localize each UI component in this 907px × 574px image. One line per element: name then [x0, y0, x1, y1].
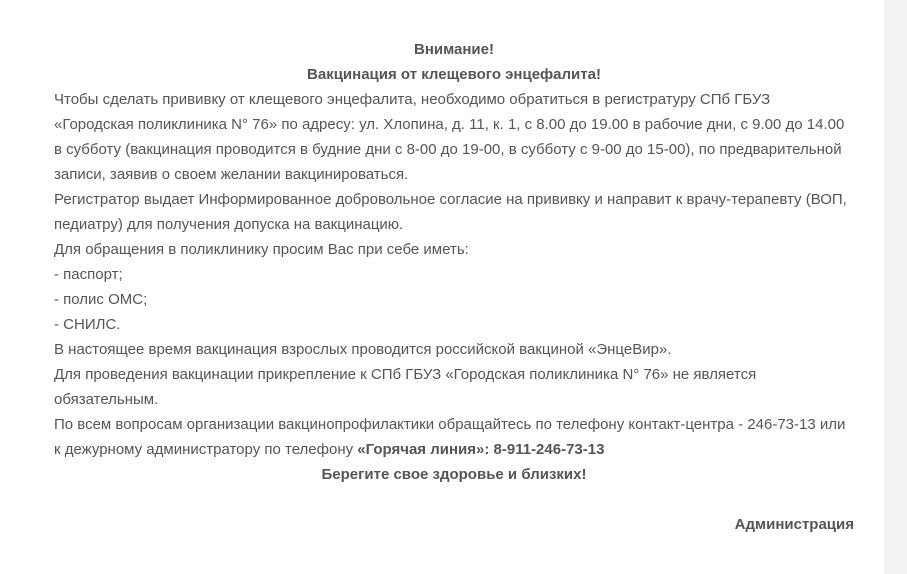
closing-line: Берегите свое здоровье и близких!: [321, 466, 587, 483]
spacer: [54, 487, 854, 512]
contact-paragraph: [54, 412, 854, 462]
registrar-paragraph: Регистратор выдает Информированное добровольное согласие на прививку и направит к врачу-терапевту (ВОП, педиатру) для получения допуска на вакцинацию.: [54, 191, 847, 233]
registration-paragraph: Чтобы сделать прививку от клещевого энцефалита, необходимо обратиться в регистратуру СПб ГБУЗ «Городская поликлиника N° 76» по адресу: ул. Хлопина, д. 11, к. 1, с 8.00 до 19.00 в рабочие дни, с 9.00 до 14.00 в субботу (вакцинация проводится в будние дни с 8-00 до 19-00, в субботу с 9-00 до 15-00), по предварительной записи, заявив о своем желании вакцинироваться.: [54, 91, 845, 183]
hotline-label: «Горячая линия»:: [357, 441, 490, 458]
document-item-passport: - паспорт;: [54, 266, 123, 283]
attachment-info: Для проведения вакцинации прикрепление к СПб ГБУЗ «Городская поликлиника N° 76» не является обязательным.: [54, 366, 757, 408]
document-item-snils: - СНИЛС.: [54, 316, 121, 333]
signature: Администрация: [734, 516, 854, 533]
notice-content: [54, 37, 854, 537]
contact-text: По всем вопросам организации вакцинопрофилактики обращайтесь по телефону контакт-центра - 246-73-13 или к дежурному администратору по телефону: [54, 416, 846, 458]
vaccine-info: В настоящее время вакцинация взрослых проводится российской вакциной «ЭнцеВир».: [54, 341, 672, 358]
hotline-number: 8-911-246-73-13: [489, 441, 605, 458]
vaccination-title: Вакцинация от клещевого энцефалита!: [307, 66, 601, 83]
documents-intro: Для обращения в поликлинику просим Вас при себе иметь:: [54, 241, 469, 258]
attention-heading: Внимание!: [414, 41, 494, 58]
page-side-background: [884, 0, 907, 574]
document-item-oms: - полис ОМС;: [54, 291, 148, 308]
